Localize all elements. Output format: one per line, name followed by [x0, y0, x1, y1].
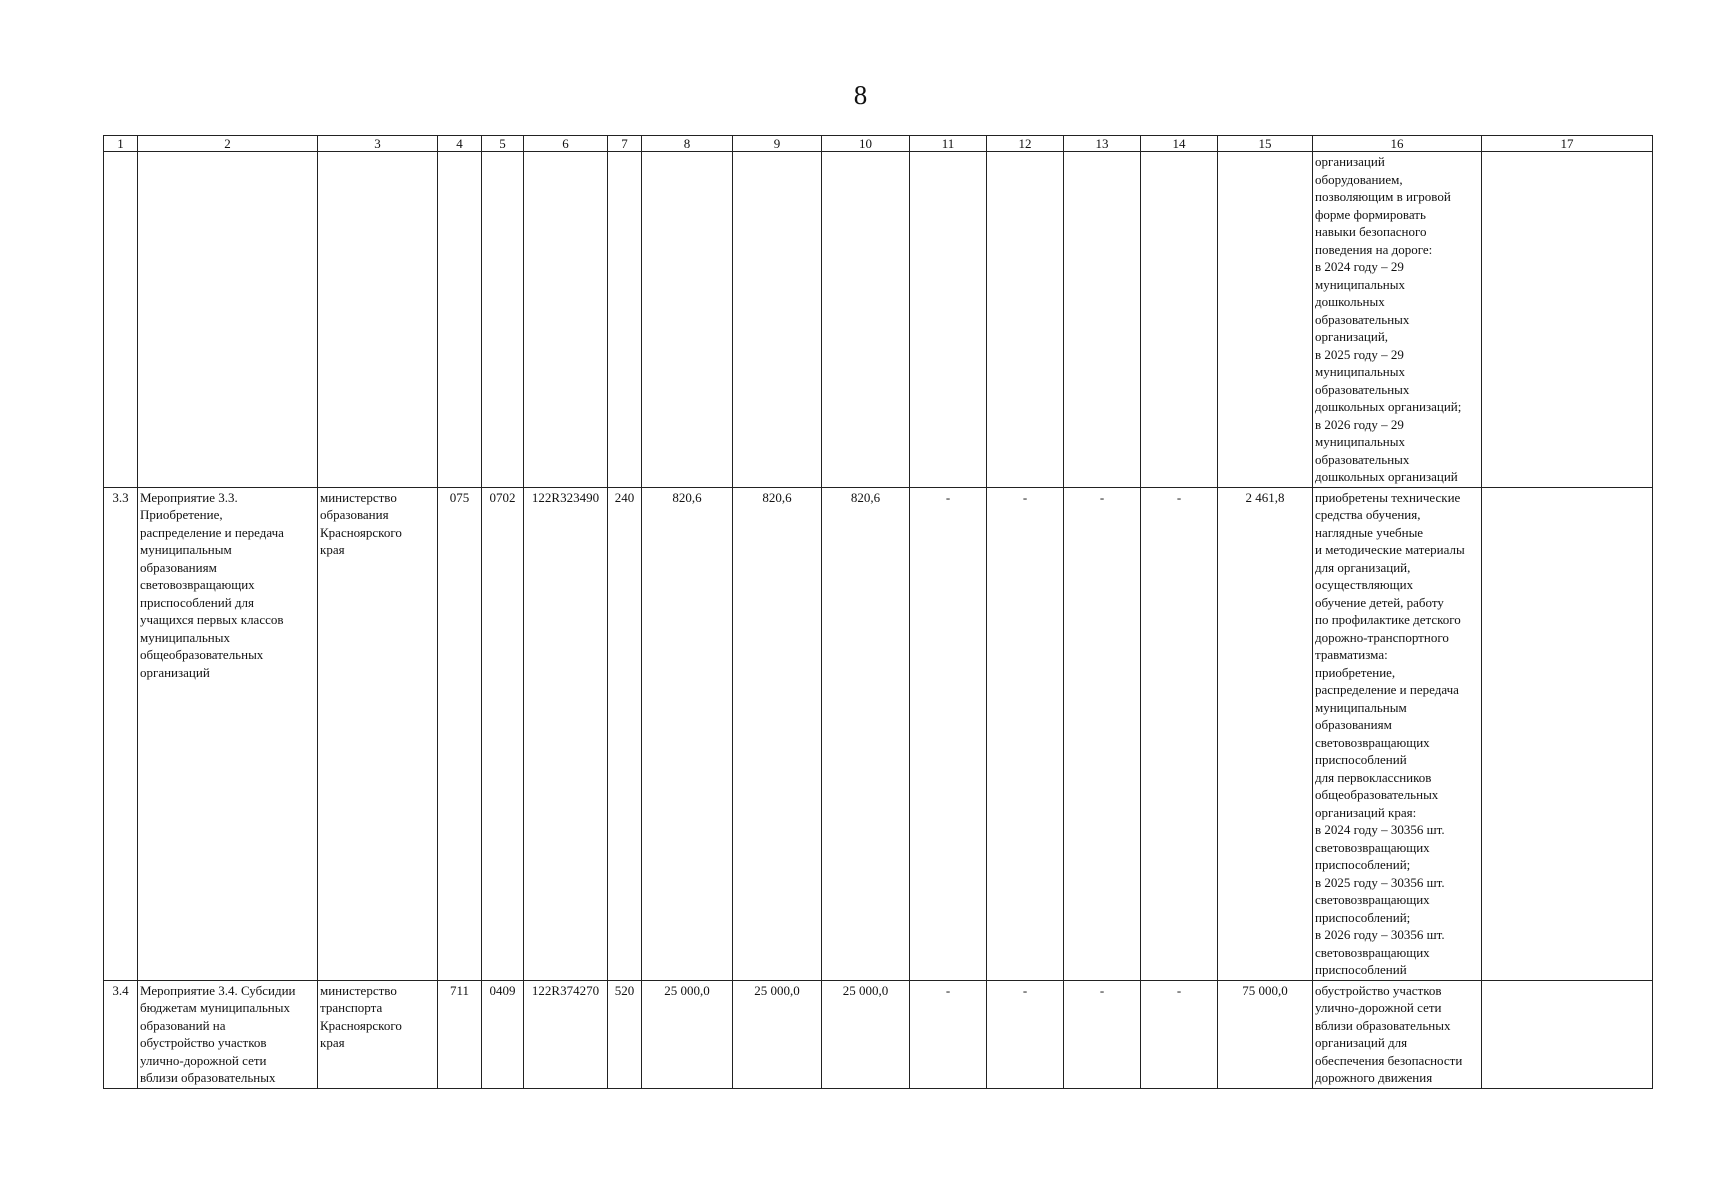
column-header: 7 [608, 136, 642, 152]
cell-rzpr [482, 152, 524, 488]
cell-measure: Мероприятие 3.3. Приобретение, распределение и передача муниципальным образованиям световозвращающих приспособлений для учащихся первых классов муниципальных общеобразовательных организаций [138, 487, 318, 980]
cell-rzpr: 0409 [482, 980, 524, 1088]
cell-value-10 [822, 152, 910, 488]
column-header: 15 [1218, 136, 1313, 152]
cell-grbs: 075 [438, 487, 482, 980]
cell-grbs [438, 152, 482, 488]
cell-note [1482, 980, 1653, 1088]
column-header: 10 [822, 136, 910, 152]
cell-value-9: 25 000,0 [733, 980, 822, 1088]
cell-value-13: - [1064, 487, 1141, 980]
cell-value-12: - [987, 487, 1064, 980]
column-header: 13 [1064, 136, 1141, 152]
column-number-row [104, 136, 1653, 152]
column-header: 2 [138, 136, 318, 152]
column-header: 8 [642, 136, 733, 152]
cell-value-11: - [910, 980, 987, 1088]
cell-value-11: - [910, 487, 987, 980]
column-header: 9 [733, 136, 822, 152]
cell-value-8 [642, 152, 733, 488]
cell-value-9 [733, 152, 822, 488]
column-header: 6 [524, 136, 608, 152]
cell-value-14: - [1141, 487, 1218, 980]
cell-total [1218, 152, 1313, 488]
cell-vr [608, 152, 642, 488]
column-header: 12 [987, 136, 1064, 152]
column-header: 1 [104, 136, 138, 152]
cell-expected-result: организаций оборудованием, позволяющим в игровой форме формировать навыки безопасного поведения на дороге: в 2024 году – 29 муниципальных дошкольных образовательных организаций, в 2025 году – 29 муниципальных образовательных дошкольных организаций; в 2026 году – 29 муниципальных образовательных дошкольных организаций [1313, 152, 1482, 488]
page-number: 8 [853, 80, 868, 110]
cell-number: 3.3 [104, 487, 138, 980]
cell-rzpr: 0702 [482, 487, 524, 980]
cell-value-13 [1064, 152, 1141, 488]
table-row [104, 487, 1653, 980]
cell-number [104, 152, 138, 488]
cell-value-8: 820,6 [642, 487, 733, 980]
cell-value-14 [1141, 152, 1218, 488]
cell-number: 3.4 [104, 980, 138, 1088]
cell-value-10: 820,6 [822, 487, 910, 980]
column-header: 16 [1313, 136, 1482, 152]
cell-value-12 [987, 152, 1064, 488]
cell-value-9: 820,6 [733, 487, 822, 980]
cell-total: 75 000,0 [1218, 980, 1313, 1088]
cell-value-12: - [987, 980, 1064, 1088]
cell-expected-result: обустройство участков улично-дорожной сети вблизи образовательных организаций для обеспечения безопасности дорожного движения [1313, 980, 1482, 1088]
cell-total: 2 461,8 [1218, 487, 1313, 980]
column-header: 4 [438, 136, 482, 152]
cell-vr: 240 [608, 487, 642, 980]
cell-note [1482, 152, 1653, 488]
cell-value-11 [910, 152, 987, 488]
column-header: 5 [482, 136, 524, 152]
cell-grbs: 711 [438, 980, 482, 1088]
column-header: 3 [318, 136, 438, 152]
cell-csr [524, 152, 608, 488]
cell-executor [318, 152, 438, 488]
cell-value-13: - [1064, 980, 1141, 1088]
cell-measure: Мероприятие 3.4. Субсидии бюджетам муниципальных образований на обустройство участков улично-дорожной сети вблизи образовательных [138, 980, 318, 1088]
column-header: 14 [1141, 136, 1218, 152]
cell-value-10: 25 000,0 [822, 980, 910, 1088]
cell-expected-result: приобретены технические средства обучения, наглядные учебные и методические материалы для организаций, осуществляющих обучение детей, работу по профилактике детского дорожно-транспортного травматизма: приобретение, распределение и передача муниципальным образованиям световозвращающих приспособлений для первоклассников общеобразовательных организаций края: в 2024 году – 30356 шт. световозвращающих приспособлений; в 2025 году – 30356 шт. световозвращающих приспособлений; в 2026 году – 30356 шт. световозвращающих приспособлений [1313, 487, 1482, 980]
cell-note [1482, 487, 1653, 980]
cell-csr: 122R374270 [524, 980, 608, 1088]
cell-value-8: 25 000,0 [642, 980, 733, 1088]
column-header: 11 [910, 136, 987, 152]
column-header: 17 [1482, 136, 1653, 152]
cell-executor: министерство образования Красноярского края [318, 487, 438, 980]
table-row [104, 152, 1653, 488]
cell-vr: 520 [608, 980, 642, 1088]
program-table [103, 135, 1653, 1089]
cell-measure [138, 152, 318, 488]
cell-csr: 122R323490 [524, 487, 608, 980]
table-row [104, 980, 1653, 1088]
cell-value-14: - [1141, 980, 1218, 1088]
cell-executor: министерство транспорта Красноярского края [318, 980, 438, 1088]
